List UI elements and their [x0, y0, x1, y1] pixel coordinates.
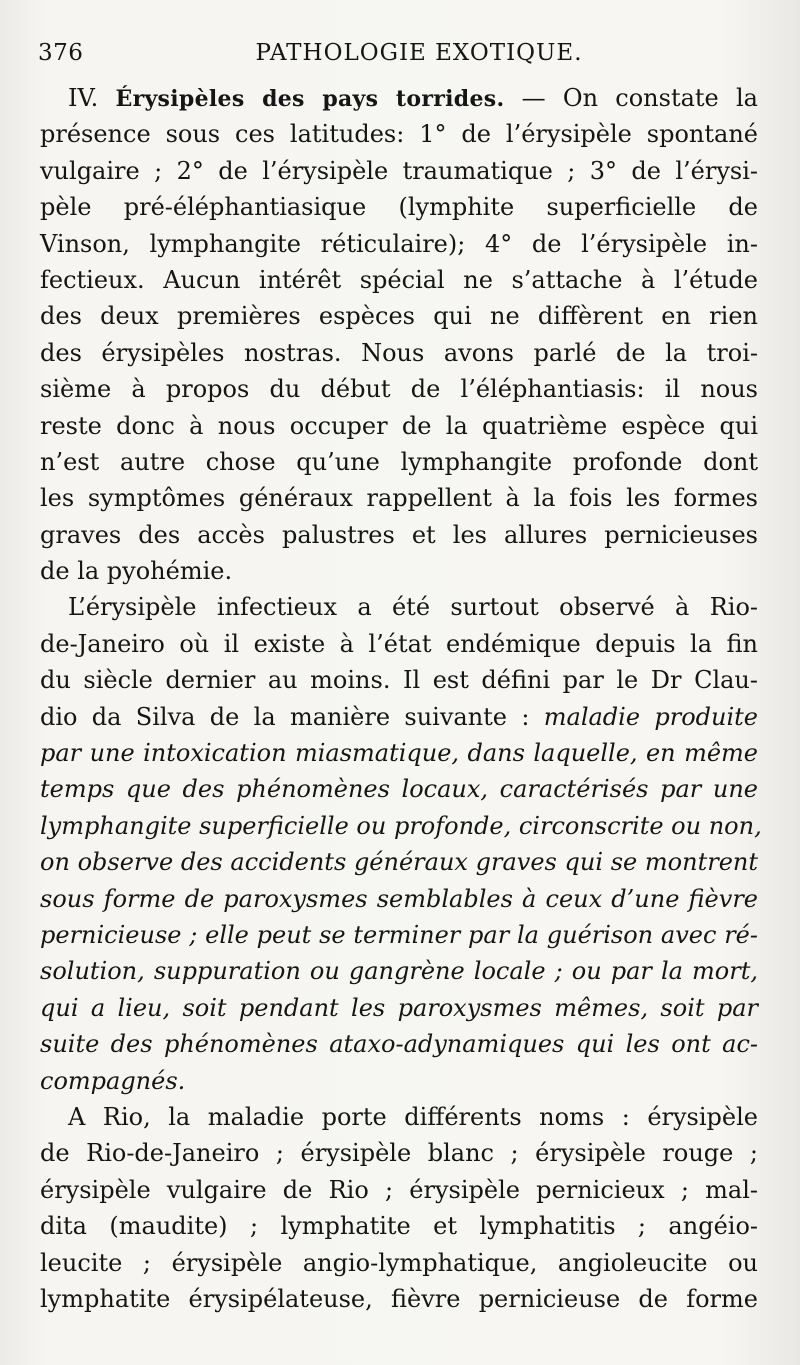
section-title: Érysipèles des pays torrides.: [115, 86, 505, 112]
definition-start: maladie produite: [543, 702, 758, 731]
text-line: de la pyohémie.: [40, 557, 233, 586]
text-segment: dio da Silva de la manière suivante :: [40, 702, 530, 731]
text-line: sième à propos du début de l’éléphantiasis: il nous: [40, 375, 758, 404]
text-line: leucite ; érysipèle angio-lymphatique, angioleucite ou: [40, 1248, 758, 1277]
definition-line: temps que des phénomènes locaux, caractérisés par une: [40, 775, 758, 804]
text-line: Vinson, lymphangite réticulaire); 4° de l’érysipèle in-: [40, 229, 758, 258]
definition-line: suite des phénomènes ataxo-adynamiques qui les ont ac-: [40, 1030, 758, 1059]
definition-line: lymphangite superficielle ou profonde, circonscrite ou non,: [40, 811, 762, 840]
text-line: A Rio, la maladie porte différents noms : érysipèle: [68, 1102, 758, 1131]
text-line: vulgaire ; 2° de l’érysipèle traumatique ; 3° de l’érysi-: [40, 156, 758, 185]
text-line: fectieux. Aucun intérêt spécial ne s’attache à l’étude: [40, 265, 758, 294]
text-line: pèle pré-éléphantiasique (lymphite superficielle de: [40, 193, 758, 222]
text-line: de-Janeiro où il existe à l’état endémique depuis la fin: [40, 629, 758, 658]
section-heading-continuation: — On constate la: [504, 84, 758, 112]
page-number: 376: [38, 40, 84, 66]
text-line: graves des accès palustres et les allures pernicieuses: [40, 520, 758, 549]
definition-line: par une intoxication miasmatique, dans laquelle, en même: [40, 739, 758, 768]
definition-line: pernicieuse ; elle peut se terminer par la guérison avec ré-: [40, 920, 758, 949]
running-title: PATHOLOGIE EXOTIQUE.: [255, 40, 583, 66]
text-line: de Rio-de-Janeiro ; érysipèle blanc ; érysipèle rouge ;: [40, 1139, 758, 1168]
text-line: lymphatite érysipélateuse, fièvre pernicieuse de forme: [40, 1284, 758, 1313]
page-body: [40, 80, 762, 1317]
section-number: IV.: [68, 84, 99, 112]
text-line: reste donc à nous occuper de la quatrième espèce qui: [40, 411, 758, 440]
definition-line: compagnés.: [40, 1066, 186, 1095]
text-line: du siècle dernier au moins. Il est défini par le Dr Clau-: [40, 666, 758, 695]
page-header: [38, 40, 760, 74]
definition-line: sous forme de paroxysmes semblables à ceux d’une fièvre: [40, 884, 758, 913]
text-line: n’est autre chose qu’une lymphangite profonde dont: [40, 447, 758, 476]
text-line: des érysipèles nostras. Nous avons parlé de la troi-: [40, 338, 758, 367]
definition-line: on observe des accidents généraux graves qui se montrent: [40, 848, 758, 877]
text-line: dita (maudite) ; lymphatite et lymphatitis ; angéio-: [40, 1212, 758, 1241]
text-line-mixed: [40, 699, 758, 735]
section-heading-line: [40, 80, 758, 116]
definition-line: qui a lieu, soit pendant les paroxysmes mêmes, soit par: [40, 993, 758, 1022]
text-line: érysipèle vulgaire de Rio ; érysipèle pernicieux ; mal-: [40, 1175, 758, 1204]
text-line: présence sous ces latitudes: 1° de l’érysipèle spontané: [40, 120, 758, 149]
definition-line: solution, suppuration ou gangrène locale ; ou par la mort,: [40, 957, 758, 986]
text-line: L’érysipèle infectieux a été surtout observé à Rio-: [68, 593, 758, 622]
text-line: des deux premières espèces qui ne diffèrent en rien: [40, 302, 758, 331]
text-line: les symptômes généraux rappellent à la fois les formes: [40, 484, 758, 513]
